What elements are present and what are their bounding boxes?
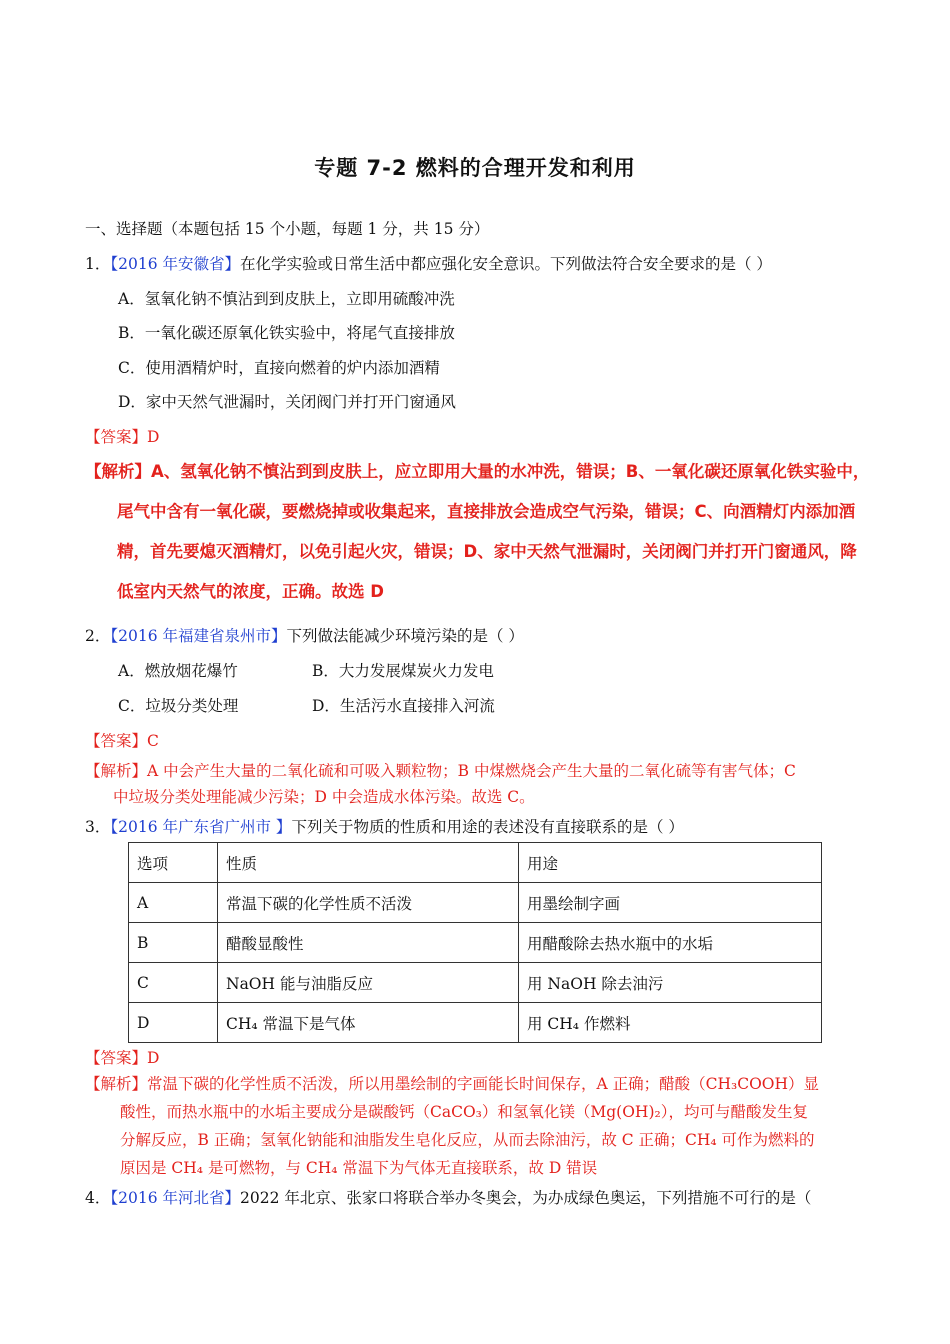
source-tag: 【2016 年河北省】 xyxy=(110,1189,240,1207)
answer-3 xyxy=(85,1046,159,1068)
answer-label: 【答案】 xyxy=(85,1049,148,1067)
explanation-line: 尾气中含有一氧化碳，要燃烧掉或收集起来，直接排放会造成空气污染，错误；C、向酒精灯内添加酒 xyxy=(117,502,856,521)
answer-label: 【答案】 xyxy=(85,428,148,446)
table-row xyxy=(129,963,822,1003)
explanation-line: 【解析】A、氢氧化钠不慎沾到到皮肤上，应立即用大量的水冲洗，错误；B、一氧化碳还原氧化铁实验中， xyxy=(85,462,870,481)
option-c: C．使用酒精炉时，直接向燃着的炉内添加酒精 xyxy=(118,359,440,377)
page-title: 专题 7-2 燃料的合理开发和利用 xyxy=(314,156,636,180)
answer-2 xyxy=(85,729,159,751)
explanation-line: 精，首先要熄灭酒精灯，以免引起火灾，错误；D、家中天然气泄漏时，关闭阀门并打开门窗通风，降 xyxy=(117,542,857,561)
question-stem: 下列做法能减少环境污染的是（ ） xyxy=(286,627,524,645)
header-cell: 选项 xyxy=(129,843,218,883)
option-d: D．生活污水直接排入河流 xyxy=(312,697,495,715)
table-cell: CH₄ 常温下是气体 xyxy=(218,1003,519,1043)
table-cell: D xyxy=(129,1003,218,1043)
table-cell: 常温下碳的化学性质不活泼 xyxy=(218,883,519,923)
question-3 xyxy=(85,815,684,837)
explanation-1 xyxy=(85,452,875,612)
answer-value: D xyxy=(147,1049,160,1067)
table-cell: B xyxy=(129,923,218,963)
question-number: 3． xyxy=(85,818,111,836)
answer-label: 【答案】 xyxy=(85,732,148,750)
explanation-line: 中垃圾分类处理能减少污染；D 中会造成水体污染。故选 C。 xyxy=(113,788,535,806)
option-c: C．垃圾分类处理 xyxy=(118,697,239,715)
question-number: 1． xyxy=(85,255,111,273)
table-cell: 用 CH₄ 作燃料 xyxy=(519,1003,822,1043)
explanation-line: 低室内天然气的浓度，正确。故选 D xyxy=(117,582,384,601)
table-cell: A xyxy=(129,883,218,923)
explanation-line: 原因是 CH₄ 是可燃物，与 CH₄ 常温下为气体无直接联系，故 D 错误 xyxy=(120,1159,598,1177)
explanation-line: 【解析】A 中会产生大量的二氧化硫和可吸入颗粒物；B 中煤燃烧会产生大量的二氧化硫等有害气体；C xyxy=(85,762,796,780)
table-cell: C xyxy=(129,963,218,1003)
question-1 xyxy=(85,252,772,274)
question-stem: 2022 年北京、张家口将联合举办冬奥会，为办成绿色奥运，下列措施不可行的是（ xyxy=(240,1189,812,1207)
table-cell: 用醋酸除去热水瓶中的水垢 xyxy=(519,923,822,963)
explanation-line: 酸性，而热水瓶中的水垢主要成分是碳酸钙（CaCO₃）和氢氧化镁（Mg(OH)₂），均可与醋酸发生复 xyxy=(120,1103,808,1121)
explanation-3 xyxy=(85,1070,875,1182)
table-cell: 用 NaOH 除去油污 xyxy=(519,963,822,1003)
explanation-2 xyxy=(85,758,875,810)
table-row xyxy=(129,883,822,923)
question-stem: 在化学实验或日常生活中都应强化安全意识。下列做法符合安全要求的是（ ） xyxy=(240,255,772,273)
table-cell: 醋酸显酸性 xyxy=(218,923,519,963)
property-use-table xyxy=(128,842,822,1043)
table-row xyxy=(129,1003,822,1043)
question-number: 4． xyxy=(85,1189,111,1207)
table-cell: 用墨绘制字画 xyxy=(519,883,822,923)
answer-1 xyxy=(85,425,159,447)
table-header-row xyxy=(129,843,822,883)
explanation-line: 【解析】常温下碳的化学性质不活泼，所以用墨绘制的字画能长时间保存，A 正确；醋酸（CH₃COOH）显 xyxy=(85,1075,820,1093)
question-4 xyxy=(85,1186,811,1208)
section-heading: 一、选择题（本题包括 15 个小题，每题 1 分，共 15 分） xyxy=(85,220,490,238)
source-tag: 【2016 年广东省广州市 】 xyxy=(110,818,292,836)
option-a: A．燃放烟花爆竹 xyxy=(118,662,238,680)
option-b: B．一氧化碳还原氧化铁实验中，将尾气直接排放 xyxy=(118,324,455,342)
question-stem: 下列关于物质的性质和用途的表述没有直接联系的是（ ） xyxy=(291,818,684,836)
option-b: B．大力发展煤炭火力发电 xyxy=(312,662,494,680)
option-a: A．氢氧化钠不慎沾到到皮肤上，立即用硫酸冲洗 xyxy=(118,290,455,308)
table-cell: NaOH 能与油脂反应 xyxy=(218,963,519,1003)
question-number: 2． xyxy=(85,627,111,645)
option-d: D．家中天然气泄漏时，关闭阀门并打开门窗通风 xyxy=(118,393,456,411)
header-cell: 性质 xyxy=(218,843,519,883)
source-tag: 【2016 年福建省泉州市】 xyxy=(110,627,287,645)
source-tag: 【2016 年安徽省】 xyxy=(110,255,240,273)
answer-value: C xyxy=(147,732,159,750)
table-row xyxy=(129,923,822,963)
question-2 xyxy=(85,624,524,646)
answer-value: D xyxy=(147,428,160,446)
explanation-line: 分解反应，B 正确；氢氧化钠能和油脂发生皂化反应，从而去除油污，故 C 正确；CH₄ 可作为燃料的 xyxy=(120,1131,815,1149)
header-cell: 用途 xyxy=(519,843,822,883)
